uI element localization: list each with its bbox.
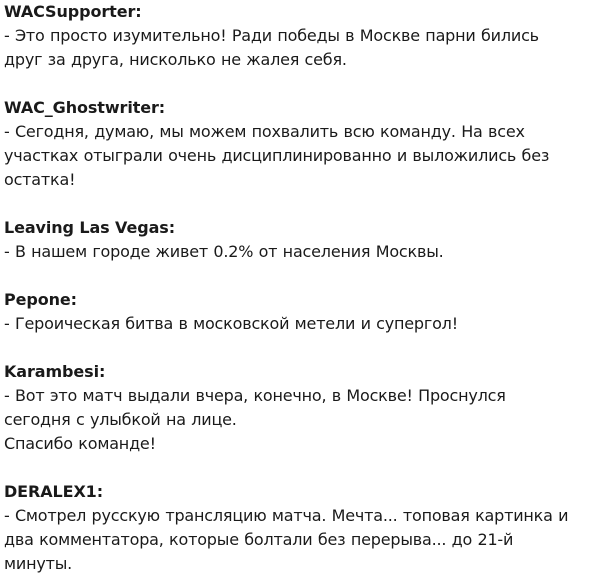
comment-line: два комментатора, которые болтали без перерыва... до 21-й xyxy=(4,530,514,549)
comment-author: DERALEX1: xyxy=(4,482,104,501)
comment-text xyxy=(4,504,600,576)
comment-line: - В нашем городе живет 0.2% от населения Москвы. xyxy=(4,242,444,261)
comment-line: Спасибо команде! xyxy=(4,434,156,453)
comment-author: Pepone: xyxy=(4,290,77,309)
comment-line: остатка! xyxy=(4,170,76,189)
comment-line: - Это просто изумительно! Ради победы в Москве парни бились xyxy=(4,26,539,45)
comment-line: - Вот это матч выдали вчера, конечно, в Москве! Проснулся xyxy=(4,386,506,405)
comment xyxy=(4,96,600,192)
comment xyxy=(4,0,600,72)
comment-text xyxy=(4,240,600,264)
comment xyxy=(4,216,600,264)
comment-author: Leaving Las Vegas: xyxy=(4,218,175,237)
comment-line: - Смотрел русскую трансляцию матча. Мечта... топовая картинка и xyxy=(4,506,569,525)
comment-author: WAC_Ghostwriter: xyxy=(4,98,166,117)
comment-line: минуты. xyxy=(4,554,73,573)
comment-line: - Сегодня, думаю, мы можем похвалить всю команду. На всех xyxy=(4,122,525,141)
comment-line: друг за друга, нисколько не жалея себя. xyxy=(4,50,347,69)
comment-text xyxy=(4,312,600,336)
comment-author: Karambesi: xyxy=(4,362,106,381)
comment-author: WACSupporter: xyxy=(4,2,142,21)
comment-line: сегодня с улыбкой на лице. xyxy=(4,410,237,429)
comment-line: - Героическая битва в московской метели и супергол! xyxy=(4,314,458,333)
comment-text xyxy=(4,120,600,192)
comment-line: участках отыграли очень дисциплинированно и выложились без xyxy=(4,146,550,165)
comment xyxy=(4,480,600,576)
comment xyxy=(4,360,600,456)
comment-text xyxy=(4,384,600,456)
comment xyxy=(4,288,600,336)
comment-text xyxy=(4,24,600,72)
